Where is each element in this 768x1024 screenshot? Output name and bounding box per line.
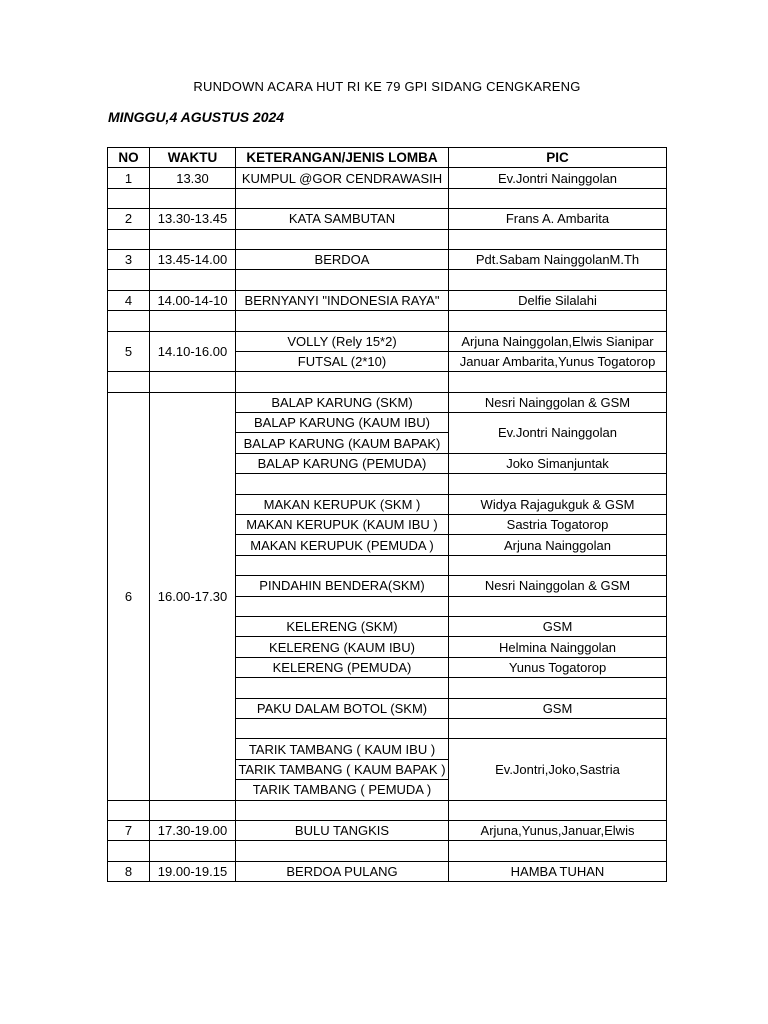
cell-no: 7 [108,820,150,840]
header-waktu: WAKTU [150,148,236,168]
cell-pic: Arjuna,Yunus,Januar,Elwis [449,820,667,840]
document-title: RUNDOWN ACARA HUT RI KE 79 GPI SIDANG CENGKARENG [193,79,581,94]
cell-pic: Ev.Jontri Nainggolan [449,168,667,188]
cell-keterangan: BERDOA [236,249,449,269]
cell-keterangan: BULU TANGKIS [236,820,449,840]
cell-pic [449,678,667,698]
cell-keterangan: BERNYANYI "INDONESIA RAYA" [236,290,449,310]
cell-keterangan: MAKAN KERUPUK (SKM ) [236,494,449,514]
cell-no: 5 [108,331,150,372]
cell-keterangan: FUTSAL (2*10) [236,351,449,371]
cell-pic: Arjuna Nainggolan [449,535,667,555]
cell-pic: GSM [449,616,667,636]
cell-pic: GSM [449,698,667,718]
cell-keterangan: KELERENG (PEMUDA) [236,657,449,677]
cell-pic: Arjuna Nainggolan,Elwis Sianipar [449,331,667,351]
cell-no: 4 [108,290,150,310]
cell-keterangan: BERDOA PULANG [236,861,449,881]
cell-no: 2 [108,209,150,229]
cell-pic: Helmina Nainggolan [449,637,667,657]
header-keterangan: KETERANGAN/JENIS LOMBA [236,148,449,168]
cell-keterangan [236,474,449,494]
spacer-row [108,372,667,392]
spacer-row [108,311,667,331]
cell-pic: Ev.Jontri,Joko,Sastria [449,739,667,800]
spacer-row [108,841,667,861]
cell-pic: HAMBA TUHAN [449,861,667,881]
cell-keterangan: VOLLY (Rely 15*2) [236,331,449,351]
cell-no: 3 [108,249,150,269]
table-row [108,820,667,840]
cell-keterangan: KUMPUL @GOR CENDRAWASIH [236,168,449,188]
cell-waktu: 16.00-17.30 [150,392,236,800]
spacer-row [108,800,667,820]
cell-keterangan [236,555,449,575]
cell-keterangan: PINDAHIN BENDERA(SKM) [236,576,449,596]
cell-keterangan: BALAP KARUNG (PEMUDA) [236,453,449,473]
table-header-row [108,148,667,168]
cell-waktu: 19.00-19.15 [150,861,236,881]
cell-keterangan [236,718,449,738]
table-row [108,209,667,229]
cell-keterangan: BALAP KARUNG (SKM) [236,392,449,412]
cell-keterangan: TARIK TAMBANG ( PEMUDA ) [236,780,449,800]
cell-no: 1 [108,168,150,188]
spacer-row [108,229,667,249]
table-row [108,168,667,188]
cell-pic [449,555,667,575]
cell-keterangan: KATA SAMBUTAN [236,209,449,229]
cell-waktu: 17.30-19.00 [150,820,236,840]
cell-pic: Pdt.Sabam NainggolanM.Th [449,249,667,269]
table-row [108,392,667,412]
header-no: NO [108,148,150,168]
cell-pic: Yunus Togatorop [449,657,667,677]
cell-keterangan: TARIK TAMBANG ( KAUM IBU ) [236,739,449,759]
cell-keterangan: MAKAN KERUPUK (PEMUDA ) [236,535,449,555]
rundown-table [107,147,667,882]
cell-keterangan: BALAP KARUNG (KAUM IBU) [236,413,449,433]
cell-waktu: 14.10-16.00 [150,331,236,372]
cell-keterangan: PAKU DALAM BOTOL (SKM) [236,698,449,718]
cell-keterangan: TARIK TAMBANG ( KAUM BAPAK ) [236,759,449,779]
cell-keterangan [236,678,449,698]
cell-pic: Sastria Togatorop [449,515,667,535]
table-row [108,331,667,351]
cell-keterangan: MAKAN KERUPUK (KAUM IBU ) [236,515,449,535]
cell-pic: Frans A. Ambarita [449,209,667,229]
cell-pic: Delfie Silalahi [449,290,667,310]
cell-pic: Januar Ambarita,Yunus Togatorop [449,351,667,371]
cell-pic [449,596,667,616]
table-row [108,249,667,269]
spacer-row [108,270,667,290]
cell-waktu: 13.45-14.00 [150,249,236,269]
cell-waktu: 13.30-13.45 [150,209,236,229]
cell-keterangan: KELERENG (KAUM IBU) [236,637,449,657]
header-pic: PIC [449,148,667,168]
table-row [108,290,667,310]
cell-pic: Joko Simanjuntak [449,453,667,473]
cell-pic [449,474,667,494]
cell-pic: Nesri Nainggolan & GSM [449,392,667,412]
cell-waktu: 14.00-14-10 [150,290,236,310]
cell-keterangan [236,596,449,616]
cell-no: 8 [108,861,150,881]
spacer-row [108,188,667,208]
table-row [108,861,667,881]
document-date: MINGGU,4 AGUSTUS 2024 [108,109,285,125]
cell-pic: Widya Rajagukguk & GSM [449,494,667,514]
cell-pic [449,718,667,738]
cell-pic: Ev.Jontri Nainggolan [449,413,667,454]
cell-keterangan: KELERENG (SKM) [236,616,449,636]
cell-waktu: 13.30 [150,168,236,188]
cell-no: 6 [108,392,150,800]
cell-pic: Nesri Nainggolan & GSM [449,576,667,596]
cell-keterangan: BALAP KARUNG (KAUM BAPAK) [236,433,449,453]
